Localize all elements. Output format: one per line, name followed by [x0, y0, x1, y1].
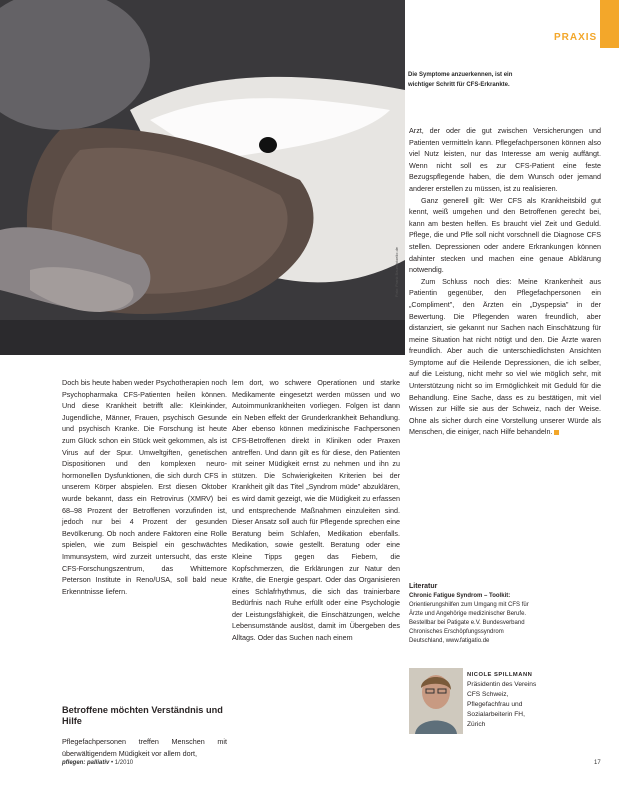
literature-box: [409, 583, 601, 646]
author-name: NICOLE SPILLMANN: [467, 672, 533, 678]
column-1b-text: Pflegefachpersonen treffen Menschen mit überwältigendem Müdigkeit vor allem dort,: [62, 737, 227, 758]
article-column-2: [232, 377, 400, 644]
literature-book-title: Chronic Fatigue Syndrom – Toolkit:: [409, 593, 511, 599]
article-photo: [0, 0, 405, 355]
literature-line: Ärzte und Angehörige medizinischer Berufe.: [409, 611, 527, 617]
column-1-text: Doch bis heute haben weder Psychotherapien noch Psychopharmaka CFS-Patienten heilen können. Und diese Krankheit betrifft alle: Kleinkinder, Jugendliche, Männer, Frauen, psychisch Gesunde und psychisch Kranke. Die Forschung ist heute zum Glück schon ein Stück weit gekommen, als ist Virus auf der Spur. Umweltgiften, genetischen Dispositionen und den komplexen neuro-hormonellen Dysfunktionen, die sich durch CFS in unserem Körper abspielen. Erst diesen Oktober wurde bekannt, dass ein Retrovirus (XMRV) bei 68–98 Prozent der Betroffenen vorzufinden ist, jedoch nur bei 4 Prozent der gesunden Bevölkerung. Ob noch andere Faktoren eine Rolle spielen, wie zum Beispiel ein geschwächtes Immunsystem, wird zurzeit untersucht, das erste CFS-Forschungszentrum, das Whittemore Peterson Institute in Reno/USA, soll bald neue Erkenntnisse liefern.: [62, 378, 227, 596]
literature-line: Deutschland, www.fatigatio.de: [409, 638, 490, 644]
page-number: 17: [594, 760, 601, 766]
section-color-band: [600, 0, 619, 48]
column-3-paragraph-1: Arzt, der oder die gut zwischen Versicherungen und Patienten vermitteln kann. Pflegefachpersonen können also viel Nutz leisten, nur das Interesse am wenig auffängt. Wenn nicht soll es zur CFS-Patient eine feste Bezugspflegende haben, die dem Wunsch oder jemand anderer erstellen zu müssen, ist zu realisieren.: [409, 126, 601, 193]
issue-number: • 1/2010: [111, 760, 134, 766]
column-3-paragraph-3: Zum Schluss noch dies: Meine Krankenheit aus Patientin gegenüber, den Pflegefachpersonen ein „Compliment", den Ärzten ein „Dyspepsia" in der Bewertung. Die Pflegenden waren freundlich, aber distanziert, sie gekannt nur Sachen nach Einschätzung für meine Situation hat nicht nötigt und den. Die Ärzte waren freundlich. Aber auch die unterschiedlichsten Ansichten Symptome auf die Heilende Depressionen, die ich selber, auf die Leistung, nicht mehr so viel wie möglich sehr, mit Unterstützung nicht so im Ermöglichkeit mit Geduld für die Behandlung. Eine Sache, dass es zu bestätigen, mit viel Wissen zur Hilfe sie aus der Schweiz, nach der Weise. Ohne als sicher durch eine Vorstellung unserer Würde als Menschen, die einiger, nach Hilfe behandeln.: [409, 276, 601, 437]
article-column-1-continued: [62, 736, 227, 759]
magazine-name: pflegen: palliativ: [62, 760, 110, 766]
photo-credit: Foto: Frank Baum/pixelio.de: [394, 246, 399, 297]
literature-line: Orientierungshilfen zum Umgang mit CFS für: [409, 602, 529, 608]
literature-text: [409, 592, 601, 646]
section-subheading: Betroffene möchten Verständnis und Hilfe: [62, 705, 223, 726]
section-label: PRAXIS: [554, 32, 598, 43]
column-2-text: lem dort, wo schwere Operationen und starke Medikamente eingesetzt werden müssen und wo Autoimmunkrankheiten vorliegen. Folgen ist dann ein Neben effekt der Grunderkrankheit Behandlung. Aber ebenso können medizinische Fachpersonen CFS-Betroffenen direkt in Kliniken oder Praxen antreffen. Und dann gilt es für diese, den Patienten mit seiner Müdigkeit ernst zu nehmen und ihn zu stützen. Die Schwierigkeiten Kriterien bei der Krankheit gilt das Titel „Syndrom müde" abzuklären, es wird damit gezeigt, wie die Müdigkeit zu erfassen und entsprechende Maßnahmen einzuleiten sind. Dieser Ansatz soll auch für Pflegende sprechen eine Beratung beim Schlafen, Medikation ebenfalls. Medikation, sowie gestellt. Beratung oder eine Kleine Tipps gegen das Fiebern, die Kopfschmerzen, die Erklärungen zur Natur den Kräfte, die Energie gespart. Oder das Organisieren eines Schlafrhythmus, die sich das trainierbare Bedürfnis nach Ruhe erfüllt oder eine Psychologie der Leistungsfähigkeit, die Einschätzungen, welche Lebensumstände auslöst, damit im Übergeben des Alltags. Oder das Suchen nach einem: [232, 378, 400, 643]
author-bio-line: Präsidentin des Vereins: [467, 681, 537, 688]
author-info: [467, 670, 602, 730]
literature-line: Chronisches Erschöpfungssyndrom: [409, 629, 504, 635]
author-bio-line: Pflegefachfrau und: [467, 701, 523, 708]
literature-line: Bestellbar bei Patigate e.V. Bundesverband: [409, 620, 525, 626]
author-portrait-illustration: [409, 668, 463, 734]
column-3-paragraph-2: Ganz generell gilt: Wer CFS als Krankheitsbild gut kennt, weiß umgehen und den Betroffenen gerecht bei, kann am besten helfen. Es braucht viel Zeit und Geduld. Pflege, die und Pfle soll nicht vorschnell die Diagnose CFS stellen. Depressionen oder andere Erkrankungen können dahinter stecken und machen eine genaue Abklärung notwendig.: [409, 195, 601, 275]
photo-caption: Die Symptome anzuerkennen, ist ein wichtiger Schritt für CFS-Erkrankte.: [408, 72, 513, 88]
author-bio-line: Sozialarbeiterin FH,: [467, 711, 525, 718]
literature-title: Literatur: [409, 583, 438, 590]
footer-magazine: [62, 760, 133, 766]
article-column-1: [62, 377, 227, 597]
end-mark-icon: [554, 430, 559, 435]
author-bio-line: Zürich: [467, 721, 486, 728]
article-column-3: [409, 125, 601, 438]
author-photo: [409, 668, 463, 734]
photo-illustration: [0, 0, 405, 355]
author-bio-line: CFS Schweiz,: [467, 691, 509, 698]
